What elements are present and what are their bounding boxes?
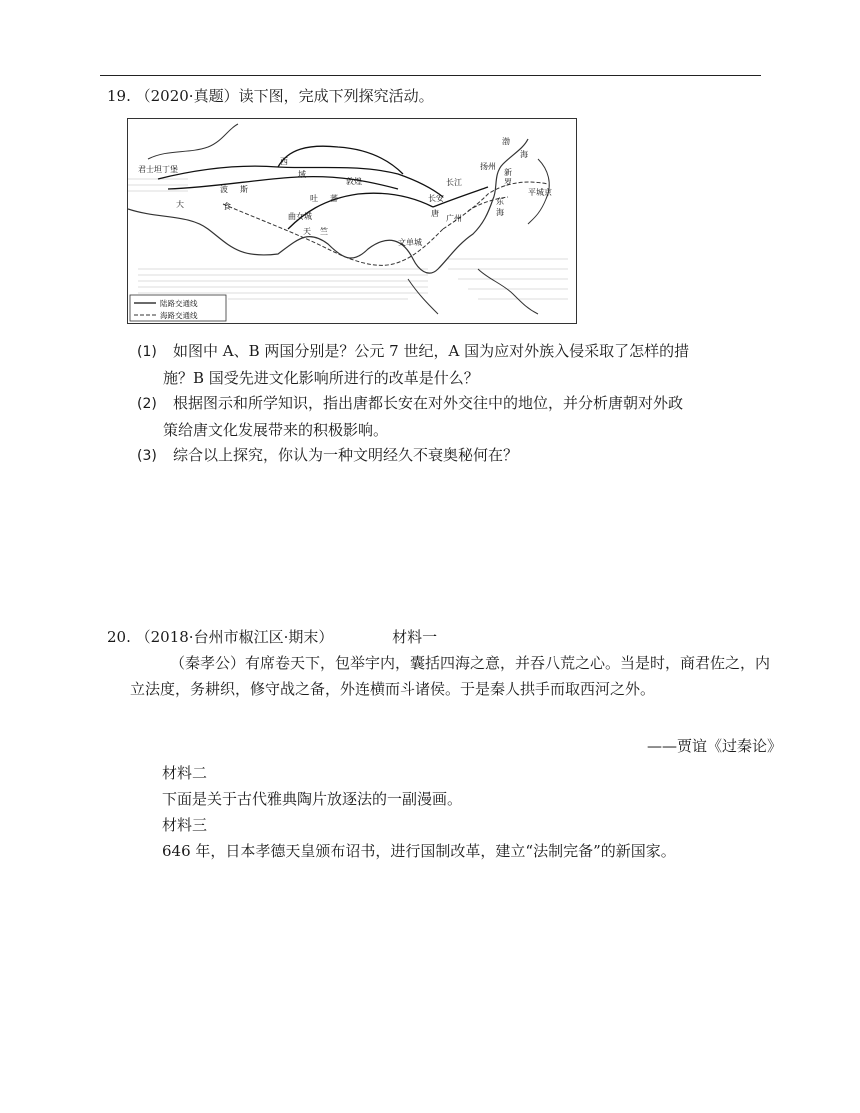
material-3-title: 材料三: [162, 816, 208, 834]
map-graphic: [128, 119, 576, 323]
part-text-line1: 如图中 A、B 两国分别是？公元 7 世纪，A 国为应对外族入侵采取了怎样的措: [173, 342, 690, 360]
label-heijokyo: 平城京: [528, 188, 552, 197]
label-xin: 新: [504, 168, 512, 177]
part-text-line2: 策给唐文化发展带来的积极影响。: [163, 421, 389, 439]
tang-trade-routes-map: [127, 118, 577, 324]
label-dong: 东: [496, 197, 504, 206]
part-text-line1: 根据图示和所学知识，指出唐都长安在对外交往中的地位，并分析唐朝对外政: [173, 394, 684, 412]
label-luo: 罗: [504, 178, 512, 187]
label-dunhuang: 敦煌: [346, 177, 362, 186]
question-20-source: 20. （2018·台州市椒江区·期末）: [107, 628, 334, 646]
part-number: (2): [137, 396, 157, 412]
label-tu: 吐: [310, 194, 318, 203]
label-bo2: 蕃: [330, 194, 338, 203]
question-20-header: [107, 627, 437, 647]
part-number: (1): [137, 344, 157, 360]
material-1-title: 材料一: [392, 628, 438, 646]
label-yangzhou: 扬州: [480, 162, 496, 171]
part-text-line2: 施？B 国受先进文化影响所进行的改革是什么？: [163, 369, 479, 387]
label-yu: 域: [298, 170, 306, 179]
label-tian: 天: [303, 227, 311, 236]
label-guangzhou: 广州: [446, 214, 462, 223]
material-2-text: 下面是关于古代雅典陶片放逐法的一副漫画。: [162, 790, 463, 808]
map-legend: [130, 295, 226, 321]
question-19-header: 19. （2020·真题）读下图，完成下列探究活动。: [107, 87, 434, 105]
label-bo-sea: 渤: [502, 137, 510, 146]
label-tang: 唐: [431, 209, 439, 218]
legend-sea-route: 海路交通线: [160, 311, 198, 320]
label-bo: 波: [220, 185, 228, 194]
material-2-title: 材料二: [162, 764, 208, 782]
part-text-line1: 综合以上探究，你认为一种文明经久不衰奥秘何在？: [173, 446, 519, 464]
material-3-text: 646 年，日本孝德天皇颁布诏书，进行国制改革，建立“法制完备”的新国家。: [162, 842, 676, 860]
top-rule: [100, 75, 761, 76]
label-xi: 西: [280, 157, 288, 166]
question-19-part-3: [137, 442, 777, 469]
label-changan: 长安: [428, 194, 444, 203]
part-number: (3): [137, 448, 157, 464]
label-shi: 食: [223, 202, 231, 211]
label-wendancheng: 文单城: [398, 238, 422, 247]
label-da: 大: [176, 200, 184, 209]
label-constantinople: 君士坦丁堡: [138, 165, 178, 174]
label-qunucheng: 曲女城: [288, 212, 312, 221]
label-hai: 海: [520, 150, 528, 159]
material-1-source: ——贾谊《过秦论》: [646, 737, 782, 755]
label-si: 斯: [240, 185, 248, 194]
question-19-part-2: [137, 390, 777, 443]
material-1-text: （秦孝公）有席卷天下，包举宇内，囊括四海之意，并吞八荒之心。当是时，商君佐之，内立法度，务耕织，修守战之备，外连横而斗诸侯。于是秦人拱手而取西河之外。: [130, 654, 771, 698]
label-changjiang: 长江: [446, 178, 462, 187]
label-zhu: 竺: [320, 227, 328, 236]
question-19-part-1: [137, 338, 777, 391]
label-hai2: 海: [496, 208, 504, 217]
legend-land-route: 陆路交通线: [160, 299, 198, 308]
